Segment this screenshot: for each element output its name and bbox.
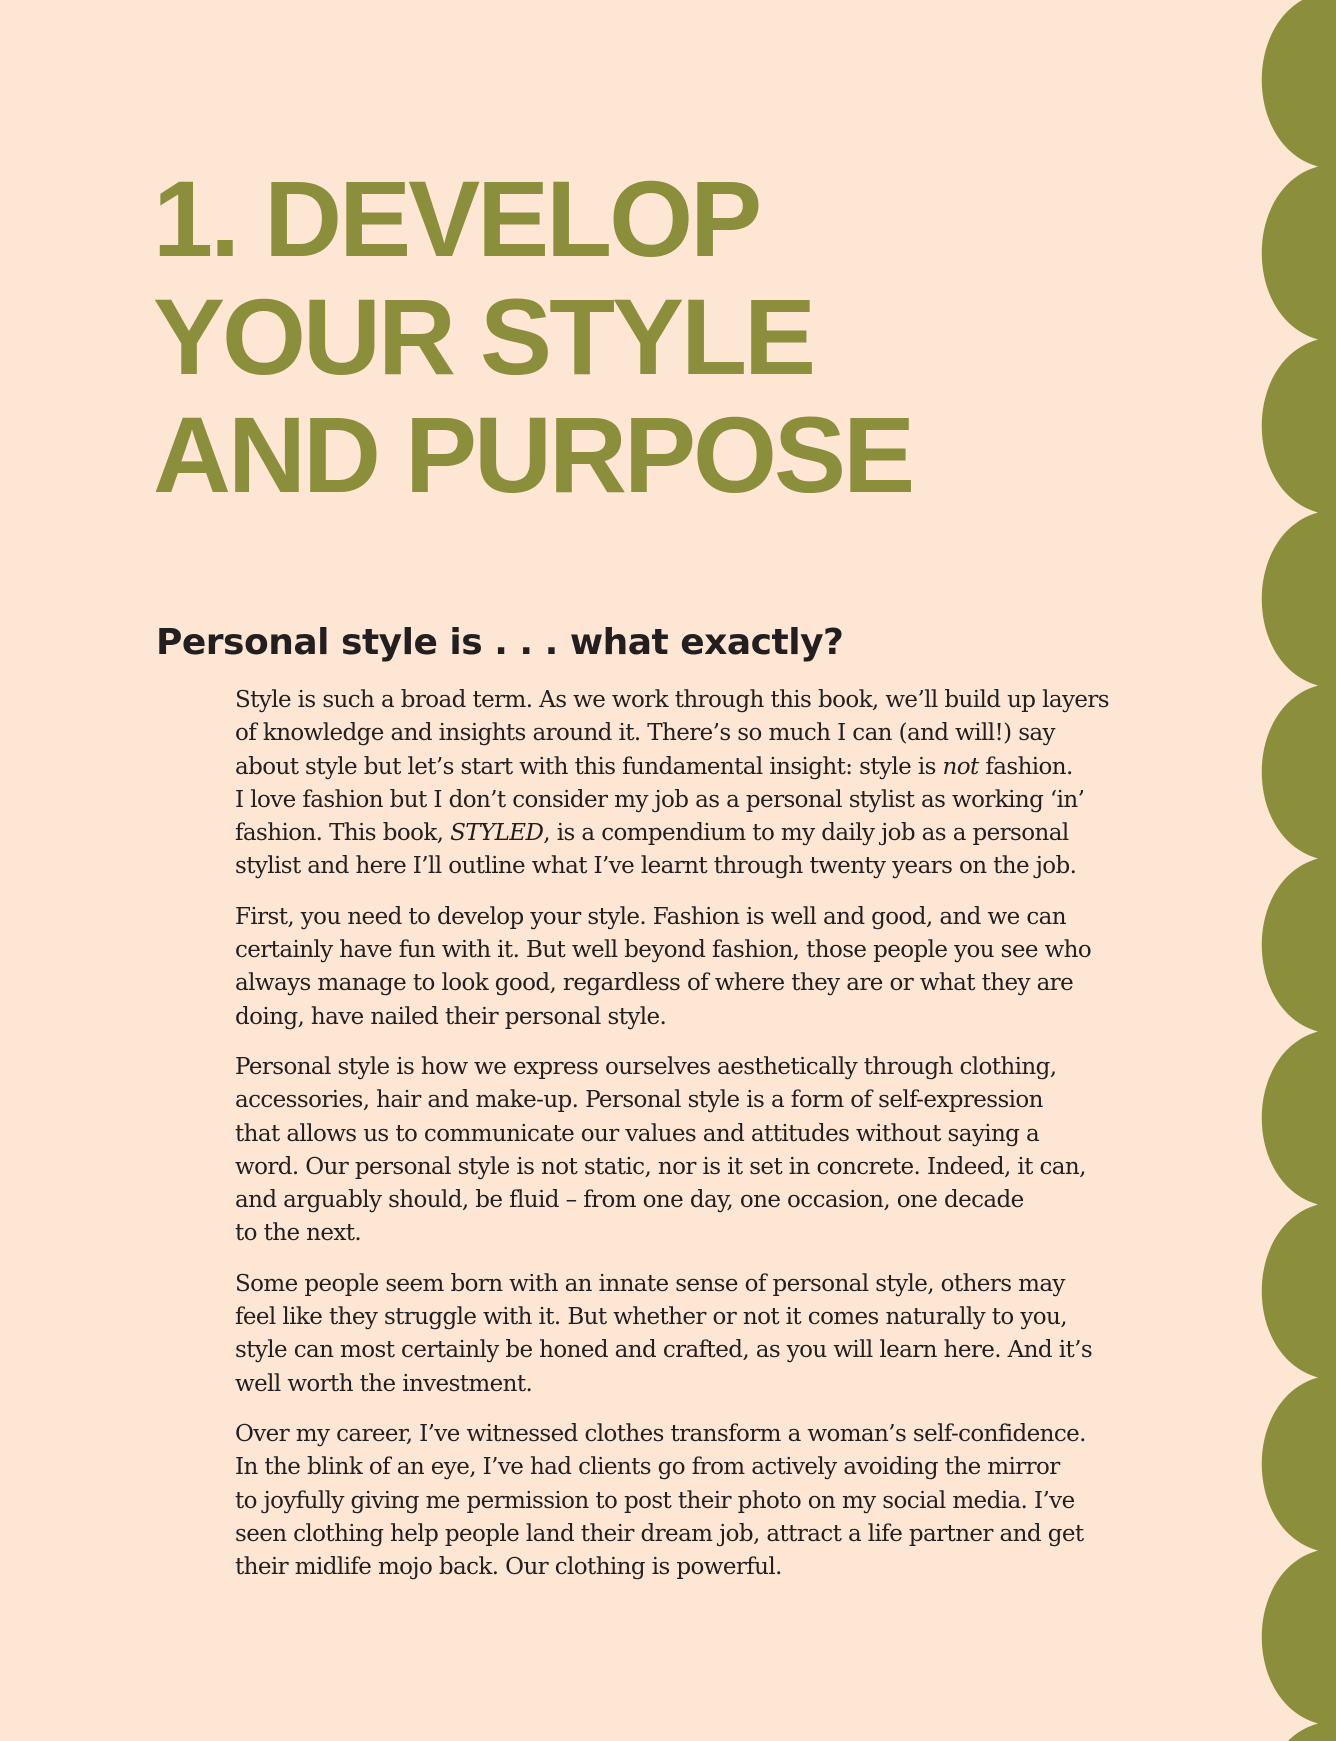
text-line: and arguably should, be fluid – from one day, one occasion, one decade: [235, 1187, 1024, 1214]
text-segment: fashion. This book,: [235, 820, 451, 847]
text-segment: , is a compendium to my daily job as a personal: [543, 820, 1069, 847]
text-segment: about style but let’s start with this fundamental insight: style is: [235, 753, 943, 780]
text-line: First, you need to develop your style. Fashion is well and good, and we can: [235, 903, 1066, 930]
text-line: word. Our personal style is not static, nor is it set in concrete. Indeed, it can,: [235, 1153, 1086, 1180]
chapter-title-line: YOUR STYLE: [153, 276, 814, 397]
text-line: Style is such a broad term. As we work through this book, we’ll build up layers: [235, 687, 1109, 713]
text-line: [235, 751, 1195, 784]
text-line: Over my career, I’ve witnessed clothes transform a woman’s self-confidence.: [235, 1420, 1086, 1447]
text-line: feel like they struggle with it. But whether or not it comes naturally to you,: [235, 1304, 1067, 1331]
text-line: Some people seem born with an innate sense of personal style, others may: [235, 1270, 1065, 1297]
book-title-styled: STYLED: [450, 820, 544, 847]
body-text: [235, 684, 1195, 1601]
paragraph-clothing-powerful: [235, 1418, 1195, 1584]
text-line: their midlife mojo back. Our clothing is powerful.: [235, 1554, 782, 1581]
section-heading: Personal style is . . . what exactly?: [156, 622, 844, 663]
text-line: of knowledge and insights around it. There’s so much I can (and will!) say: [235, 720, 1055, 747]
paragraph-develop-style: [235, 901, 1195, 1034]
text-line: style can most certainly be honed and crafted, as you will learn here. And it’s: [235, 1337, 1093, 1364]
text-line: always manage to look good, regardless of where they are or what they are: [235, 970, 1074, 997]
text-line: Personal style is how we express ourselves aesthetically through clothing,: [235, 1053, 1057, 1080]
text-line: stylist and here I’ll outline what I’ve learnt through twenty years on the job.: [235, 853, 1077, 880]
text-segment: fashion.: [978, 753, 1073, 780]
text-line: [235, 817, 1195, 850]
text-line: to joyfully giving me permission to post their photo on my social media. I’ve: [235, 1487, 1075, 1514]
text-line: I love fashion but I don’t consider my job as a personal stylist as working ‘in’: [235, 786, 1085, 813]
text-line: In the blink of an eye, I’ve had clients go from actively avoiding the mirror: [235, 1454, 1060, 1481]
scalloped-border-decoration: [1245, 0, 1336, 1741]
paragraph-self-expression: [235, 1051, 1195, 1251]
text-line: accessories, hair and make-up. Personal style is a form of self-expression: [235, 1087, 1043, 1114]
text-line: that allows us to communicate our values and attitudes without saying a: [235, 1120, 1040, 1147]
chapter-title-line: AND PURPOSE: [153, 394, 913, 515]
text-line: well worth the investment.: [235, 1370, 533, 1397]
text-line: certainly have fun with it. But well beyond fashion, those people you see who: [235, 937, 1092, 964]
text-line: seen clothing help people land their dream job, attract a life partner and get: [235, 1520, 1084, 1547]
paragraph-style-definition: [235, 684, 1195, 884]
emphasis-not: not: [942, 753, 979, 780]
paragraph-innate-style: [235, 1268, 1195, 1401]
text-line: to the next.: [235, 1220, 362, 1247]
text-line: doing, have nailed their personal style.: [235, 1003, 667, 1030]
chapter-title-line: 1. DEVELOP: [153, 158, 760, 279]
chapter-title: [153, 160, 912, 514]
